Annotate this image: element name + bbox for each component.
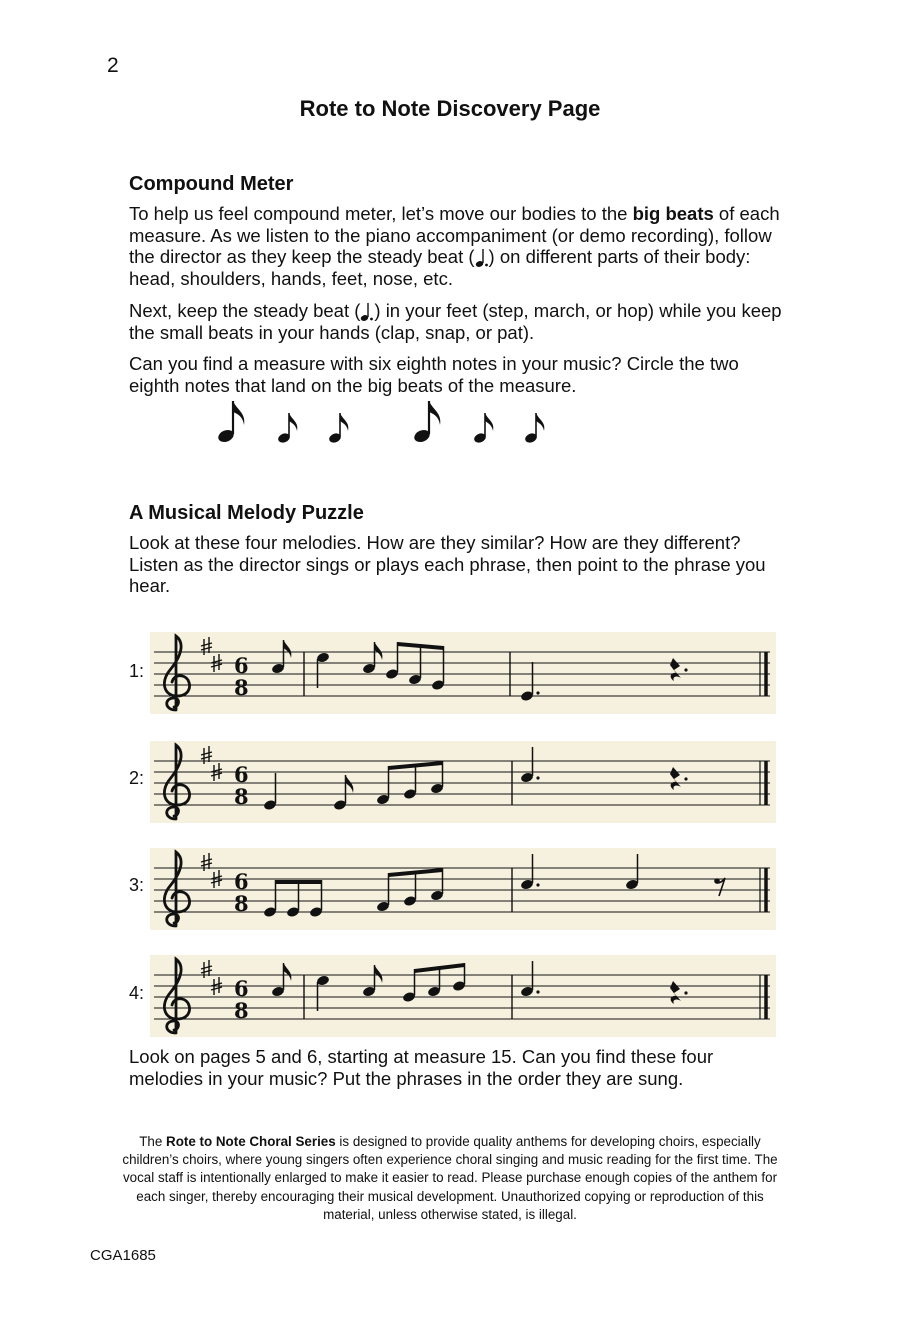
series-name: Rote to Note Choral Series — [166, 1134, 336, 1149]
time-signature-bottom: 8 — [234, 998, 249, 1023]
melody-staff-3 — [150, 848, 776, 930]
eighth-note — [277, 413, 298, 444]
six-eighth-notes — [200, 392, 580, 456]
time-signature-top: 6 — [234, 653, 249, 678]
melody-staff-2 — [150, 741, 776, 823]
paragraph-steady-beat: Next, keep the steady beat ( ) in your feet (step, march, or hop) while you keep the small beats in your hands (clap, snap, or pat). — [129, 299, 782, 343]
compound-meter-text — [129, 203, 789, 396]
time-signature-bottom: 8 — [234, 784, 249, 809]
eighth-note — [473, 413, 494, 444]
time-signature-bottom: 8 — [234, 675, 249, 700]
time-signature-bottom: 8 — [234, 891, 249, 916]
time-signature-top: 6 — [234, 869, 249, 894]
staff-label-3: 3: — [129, 875, 145, 895]
catalog-code: CGA1685 — [90, 1247, 156, 1264]
staff-label-1: 1: — [129, 661, 145, 681]
big-beats-emphasis: big beats — [632, 203, 714, 224]
melody-staff-1 — [150, 632, 776, 714]
page-number: 2 — [107, 54, 119, 77]
eighth-note — [328, 413, 349, 444]
dotted-quarter-note-icon — [475, 248, 489, 268]
paragraph-six-eighths: Can you find a measure with six eighth notes in your music? Circle the two eighth notes that land on the big beats of the measure. — [129, 353, 739, 396]
series-footnote: The Rote to Note Choral Series is designed to provide quality anthems for developing choirs, especially children’s choirs, where young singers often experience choral singing and music reading for the first time. The vocal staff is intentionally enlarged to make it easier to read. Please purchase enough copies of the anthem for each singer, thereby encouraging their musical development. Unauthorized copying or reproduction of this material, unless otherwise stated, is illegal. — [122, 1134, 778, 1222]
melody-puzzle-outro: Look on pages 5 and 6, starting at measure 15. Can you find these four melodies in your music? Put the phrases in the order they are sung. — [129, 1046, 714, 1089]
eighth-note-big-beat-1 — [216, 401, 244, 444]
time-signature-top: 6 — [234, 762, 249, 787]
melody-staff-4 — [150, 955, 776, 1037]
melody-puzzle-heading: A Musical Melody Puzzle — [129, 502, 364, 524]
eighth-note — [524, 413, 545, 444]
eighth-note-big-beat-2 — [412, 401, 440, 444]
melody-puzzle-intro: Look at these four melodies. How are they similar? How are they different? Listen as the director sings or plays each phrase, then point to the phrase you hear. — [129, 532, 766, 596]
page-title: Rote to Note Discovery Page — [299, 96, 601, 121]
time-signature-top: 6 — [234, 976, 249, 1001]
paragraph-big-beats: To help us feel compound meter, let’s move our bodies to the big beats of each measure. As we listen to the piano accompaniment (or demo recording), follow the director as they keep the steady beat ( ) on different parts of their body: head, shoulders, hands, feet, nose, etc. — [129, 203, 780, 289]
compound-meter-heading: Compound Meter — [129, 173, 294, 195]
staff-label-2: 2: — [129, 768, 145, 788]
staff-label-4: 4: — [129, 983, 145, 1003]
dotted-quarter-note-icon — [360, 302, 374, 322]
